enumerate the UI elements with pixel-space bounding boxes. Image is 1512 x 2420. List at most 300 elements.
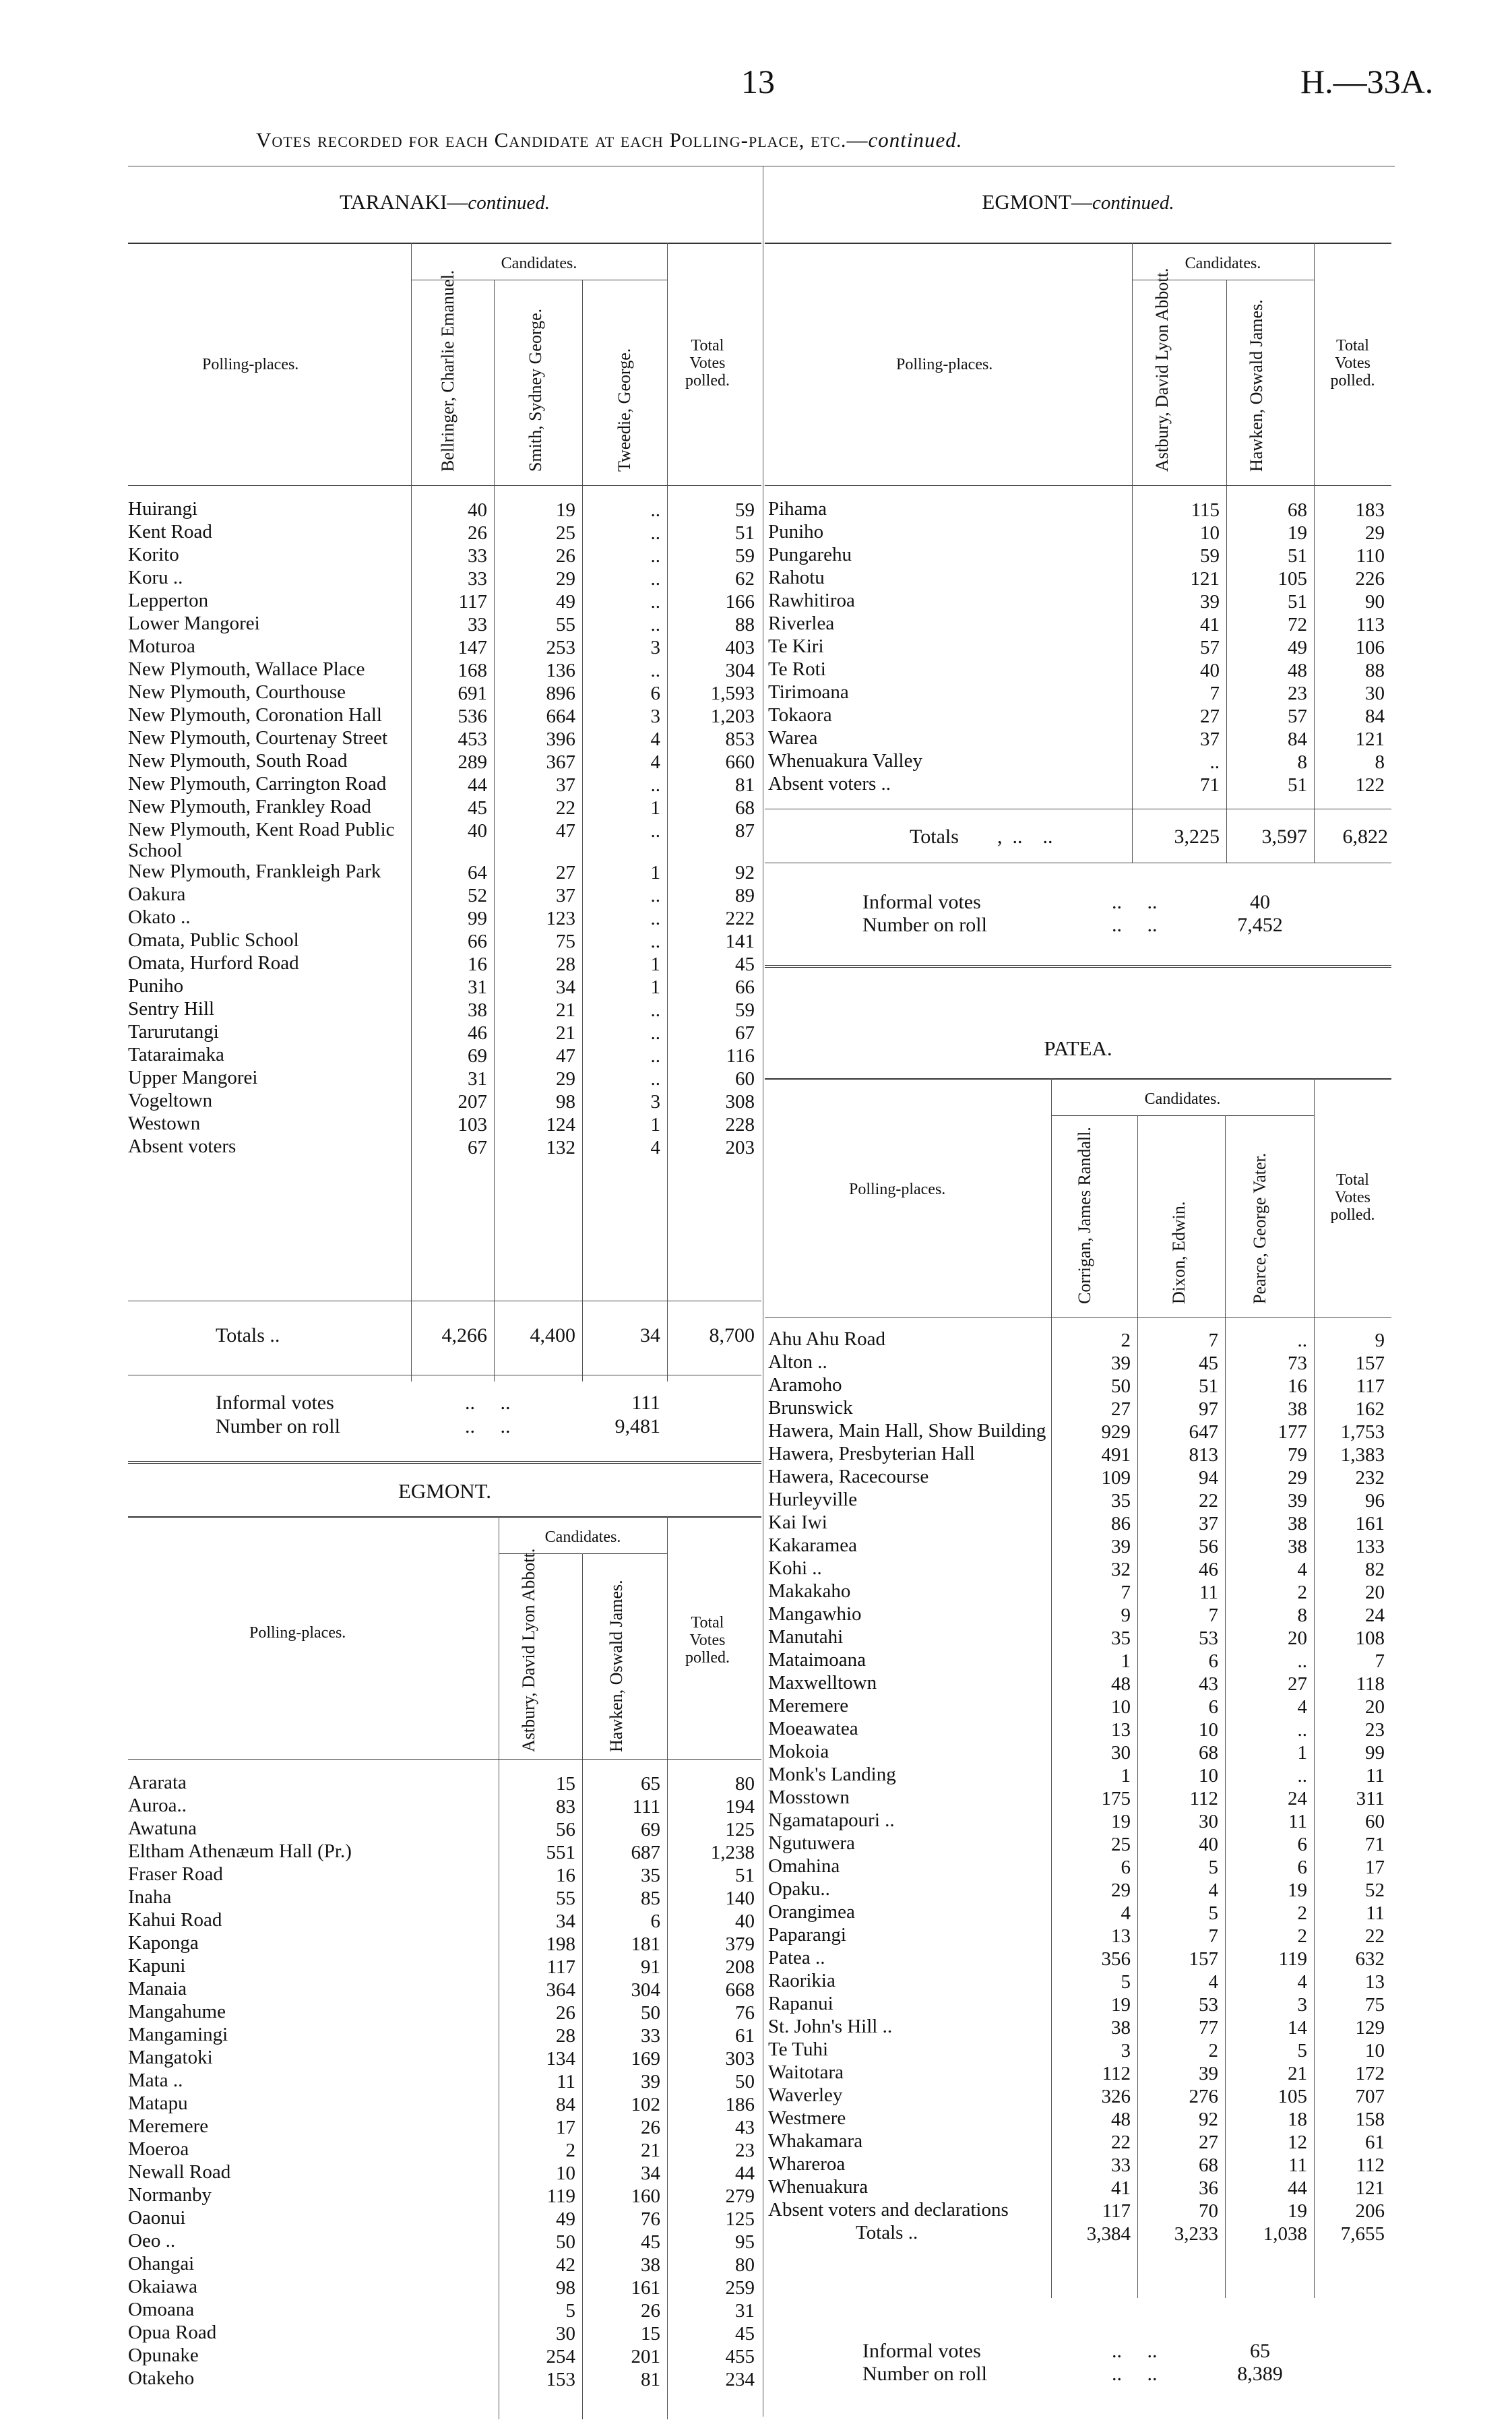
polling-place-name: Lower Mangorei [128, 613, 260, 634]
candidate-votes-cell: 117 [546, 1956, 575, 1978]
candidate-votes-cell: 6 [1297, 1834, 1307, 1855]
total-votes-cell: 52 [1365, 1880, 1385, 1901]
total-votes-cell: 75 [1365, 1994, 1385, 2016]
table-row [128, 545, 761, 567]
candidate-votes-cell: 207 [458, 1091, 487, 1113]
candidate-votes-cell: 35 [641, 1865, 660, 1886]
polling-place-name: Te Kiri [768, 635, 824, 657]
total-votes-cell: 20 [1365, 1696, 1385, 1718]
total-votes-cell: 158 [1355, 2109, 1385, 2130]
candidate-votes-cell: 4 [1208, 1880, 1218, 1901]
candidate-votes-cell: 3 [650, 637, 660, 658]
total-votes-cell: 84 [1365, 706, 1385, 727]
total-votes-cell: 82 [1365, 1559, 1385, 1580]
candidate-votes-cell: 68 [1288, 499, 1307, 521]
polling-place-name: Omata, Hurford Road [128, 952, 299, 974]
candidate-votes-cell: 132 [546, 1137, 575, 1158]
egmont-cont-candidate-1: Astbury, David Lyon Abbott. [1152, 268, 1172, 472]
candidate-votes-cell: 41 [1200, 614, 1220, 635]
candidate-votes-cell: 198 [546, 1933, 575, 1955]
polling-place-name: Kohi .. [768, 1557, 822, 1579]
polling-place-name: Auroa.. [128, 1795, 187, 1816]
candidate-votes-cell: 40 [468, 499, 487, 521]
table-row [128, 1910, 761, 1933]
candidate-votes-cell: .. [650, 660, 660, 681]
candidate-votes-cell: 111 [632, 1796, 660, 1818]
candidate-votes-cell: .. [1297, 1330, 1307, 1351]
totals-cell: 3,233 [1174, 2223, 1218, 2245]
candidate-votes-cell: 65 [641, 1773, 660, 1795]
candidate-votes-cell: 39 [1200, 591, 1220, 613]
candidate-votes-cell: 29 [1288, 1467, 1307, 1489]
polling-place-name: Whareroa [768, 2153, 846, 2175]
table-row [768, 2062, 1391, 2085]
candidate-votes-cell: 326 [1101, 2086, 1131, 2107]
total-votes-cell: 117 [1356, 1375, 1385, 1397]
polling-place-name: Rahotu [768, 567, 825, 588]
candidate-votes-cell: 5 [565, 2300, 575, 2322]
candidate-votes-cell: 26 [468, 522, 487, 544]
polling-place-name: Mataimoana [768, 1649, 866, 1671]
candidate-votes-cell: 289 [458, 751, 487, 773]
candidate-votes-cell: 112 [1102, 2063, 1131, 2084]
candidate-votes-cell: 396 [546, 728, 575, 750]
candidate-votes-cell: 253 [546, 637, 575, 658]
egmont-candidate-2: Hawken, Oswald James. [606, 1580, 626, 1752]
polling-place-name: Eltham Athenæum Hall (Pr.) [128, 1840, 352, 1862]
polling-place-name: Pihama [768, 498, 827, 520]
table-row [128, 907, 761, 930]
patea-candidate-2: Dixon, Edwin. [1169, 1201, 1189, 1304]
candidate-votes-cell: 38 [1288, 1398, 1307, 1420]
total-votes-cell: 113 [1356, 614, 1385, 635]
candidate-votes-cell: 169 [631, 2048, 660, 2070]
candidate-votes-cell: 2 [565, 2140, 575, 2161]
taranaki-candidates-label: Candidates. [501, 255, 577, 272]
candidate-votes-cell: 37 [1200, 728, 1220, 750]
candidate-votes-cell: 21 [556, 999, 575, 1021]
heading-continued: continued. [868, 128, 963, 152]
polling-place-name: Manaia [128, 1978, 187, 1999]
table-row [768, 1421, 1391, 1444]
total-votes-cell: 1,593 [710, 683, 755, 704]
candidate-votes-cell: 16 [468, 954, 487, 975]
candidate-votes-cell: .. [650, 591, 660, 613]
egmont-cont-title-continued: continued. [1092, 192, 1174, 214]
candidate-votes-cell: 6 [1121, 1857, 1131, 1878]
candidate-votes-cell: 105 [1278, 568, 1307, 590]
table-row [128, 567, 761, 590]
candidate-votes-cell: .. [650, 908, 660, 929]
page-number: 13 [741, 63, 775, 100]
polling-place-name: Mangatoki [128, 2047, 213, 2068]
total-votes-cell: 88 [1365, 660, 1385, 681]
patea-candidate-3: Pearce, George Vater. [1250, 1152, 1269, 1304]
candidate-votes-cell: 45 [641, 2231, 660, 2253]
table-row [128, 884, 761, 907]
candidate-votes-cell: 26 [641, 2300, 660, 2322]
egmont-cont-polling-label: Polling-places. [896, 356, 993, 373]
candidate-votes-cell: 84 [1288, 728, 1307, 750]
total-votes-cell: 161 [1355, 1513, 1385, 1534]
total-votes-cell: 29 [1365, 522, 1385, 544]
polling-place-name: New Plymouth, Courtenay Street [128, 727, 388, 749]
patea-informal-dots: .. .. [1112, 2340, 1158, 2362]
candidate-votes-cell: 77 [1199, 2017, 1218, 2039]
candidate-votes-cell: 664 [546, 706, 575, 727]
table-row [768, 728, 1391, 751]
table-row [128, 2185, 761, 2208]
candidate-votes-cell: 56 [556, 1819, 575, 1840]
candidate-votes-cell: 33 [641, 2025, 660, 2047]
table-row [128, 2139, 761, 2162]
candidate-votes-cell: 105 [1278, 2086, 1307, 2107]
candidate-votes-cell: 53 [1199, 1627, 1218, 1649]
candidate-votes-cell: 3 [650, 706, 660, 727]
table-row [768, 1764, 1391, 1787]
table-row [128, 2116, 761, 2139]
table-row [768, 1558, 1391, 1581]
candidate-votes-cell: 51 [1288, 591, 1307, 613]
candidate-votes-cell: 31 [468, 976, 487, 998]
candidate-votes-cell: 83 [556, 1796, 575, 1818]
table-row [128, 1795, 761, 1818]
candidate-votes-cell: 41 [1111, 2177, 1131, 2199]
total-votes-cell: 71 [1365, 1834, 1385, 1855]
total-votes-cell: 7 [1375, 1650, 1385, 1672]
candidate-votes-cell: 453 [458, 728, 487, 750]
polling-place-name: Makakaho [768, 1580, 851, 1602]
table-row [768, 1971, 1391, 1993]
candidate-votes-cell: 39 [1288, 1490, 1307, 1512]
candidate-votes-cell: 25 [556, 522, 575, 544]
polling-place-name: Oaonui [128, 2207, 186, 2229]
polling-place-name: New Plymouth, Kent Road Public School [128, 819, 395, 861]
total-votes-cell: 43 [735, 2117, 755, 2138]
candidate-votes-cell: 6 [1208, 1650, 1218, 1672]
candidate-votes-cell: 39 [641, 2071, 660, 2092]
polling-place-name: Mata .. [128, 2070, 183, 2091]
polling-place-name: Moeroa [128, 2138, 189, 2160]
polling-place-name: New Plymouth, South Road [128, 750, 348, 772]
candidate-votes-cell: 51 [1199, 1375, 1218, 1397]
candidate-votes-cell: 11 [1288, 1811, 1307, 1832]
candidate-votes-cell: .. [650, 820, 660, 842]
candidate-votes-cell: 37 [1199, 1513, 1218, 1534]
candidate-votes-cell: 3 [1121, 2040, 1131, 2061]
total-votes-cell: 44 [735, 2163, 755, 2184]
candidate-votes-cell: 10 [1199, 1765, 1218, 1787]
polling-place-name: Te Tuhi [768, 2039, 829, 2060]
candidate-votes-cell: .. [650, 522, 660, 544]
candidate-votes-cell: 1 [650, 862, 660, 883]
candidate-votes-cell: 33 [468, 614, 487, 635]
candidate-votes-cell: 181 [631, 1933, 660, 1955]
polling-place-name: Hawera, Racecourse [768, 1466, 929, 1487]
candidate-votes-cell: 1 [650, 976, 660, 998]
candidate-votes-cell: 14 [1288, 2017, 1307, 2039]
total-votes-cell: 30 [1365, 683, 1385, 704]
candidate-votes-cell: 10 [556, 2163, 575, 2184]
candidate-votes-cell: 84 [556, 2094, 575, 2115]
candidate-votes-cell: 147 [458, 637, 487, 658]
candidate-votes-cell: 161 [631, 2277, 660, 2299]
total-votes-cell: 60 [1365, 1811, 1385, 1832]
table-row [768, 1925, 1391, 1948]
total-votes-cell: 9 [1375, 1330, 1385, 1351]
table-row [768, 1535, 1391, 1558]
table-row [128, 1022, 761, 1045]
candidate-votes-cell: 109 [1101, 1467, 1131, 1489]
table-row [128, 819, 761, 861]
candidate-votes-cell: 19 [1111, 1994, 1131, 2016]
candidate-votes-cell: 7 [1209, 683, 1220, 704]
polling-place-name: Upper Mangorei [128, 1067, 258, 1088]
candidate-votes-cell: 117 [458, 591, 487, 613]
candidate-votes-cell: 67 [468, 1137, 487, 1158]
taranaki-totals-label: Totals .. [216, 1324, 280, 1346]
polling-place-name: Ngamatapouri .. [768, 1809, 895, 1831]
polling-place-name: Koru .. [128, 567, 183, 588]
table-row [128, 1956, 761, 1979]
table-row [768, 636, 1391, 659]
total-votes-cell: 60 [735, 1068, 755, 1090]
candidate-votes-cell: 26 [556, 2002, 575, 2024]
table-row [768, 2039, 1391, 2062]
table-row [768, 1810, 1391, 1833]
total-votes-cell: 92 [735, 862, 755, 883]
candidate-votes-cell: 27 [556, 862, 575, 883]
total-votes-cell: 61 [1365, 2132, 1385, 2153]
candidate-votes-cell: 367 [546, 751, 575, 773]
totals-label: Totals .. [856, 2222, 918, 2243]
candidate-votes-cell: 71 [1200, 774, 1220, 796]
taranaki-candidate-2: Smith, Sydney George. [526, 308, 545, 472]
table-row [768, 2177, 1391, 2200]
taranaki-total-3: 34 [640, 1324, 660, 1346]
egmont-informal-dots: .. .. [1112, 891, 1158, 913]
candidate-votes-cell: 201 [631, 2346, 660, 2367]
taranaki-table [128, 499, 761, 1159]
candidate-votes-cell: 46 [1199, 1559, 1218, 1580]
candidate-votes-cell: 27 [1288, 1673, 1307, 1695]
table-row [768, 1604, 1391, 1627]
candidate-votes-cell: 6 [650, 683, 660, 704]
candidate-votes-cell: 17 [556, 2117, 575, 2138]
polling-place-name: Otakeho [128, 2367, 195, 2389]
patea-total-label: Total Votes polled. [1330, 1171, 1375, 1224]
total-votes-cell: 1,238 [710, 1842, 755, 1863]
patea-roll-label: Number on roll [862, 2363, 987, 2385]
total-votes-cell: 22 [1365, 1925, 1385, 1947]
candidate-votes-cell: 10 [1111, 1696, 1131, 1718]
candidate-votes-cell: .. [650, 885, 660, 906]
candidate-votes-cell: 43 [1199, 1673, 1218, 1695]
candidate-votes-cell: 22 [1111, 2132, 1131, 2153]
total-votes-cell: 140 [725, 1888, 755, 1909]
polling-place-name: Kaponga [128, 1932, 199, 1954]
total-votes-cell: 108 [1355, 1627, 1385, 1649]
table-row [128, 1887, 761, 1910]
candidate-votes-cell: 16 [1288, 1375, 1307, 1397]
candidate-votes-cell: 10 [1200, 522, 1220, 544]
candidate-votes-cell: .. [650, 1045, 660, 1067]
candidate-votes-cell: 929 [1101, 1421, 1131, 1443]
candidate-votes-cell: 5 [1297, 2040, 1307, 2061]
egmont-roll-label: Number on roll [862, 914, 987, 936]
egmont-cont-title [765, 190, 1391, 214]
taranaki-candidate-3: Tweedie, George. [615, 348, 634, 472]
total-votes-cell: 206 [1355, 2200, 1385, 2222]
egmont-cont-candidates-label: Candidates. [1185, 255, 1261, 272]
table-row [768, 1902, 1391, 1925]
candidate-votes-cell: 4 [650, 751, 660, 773]
total-votes-cell: 45 [735, 2323, 755, 2345]
egmont-total-label: Total Votes polled. [685, 1614, 730, 1667]
polling-place-name: Kai Iwi [768, 1512, 827, 1533]
candidate-votes-cell: 13 [1111, 1925, 1131, 1947]
candidate-votes-cell: 26 [641, 2117, 660, 2138]
candidate-votes-cell: 36 [1199, 2177, 1218, 2199]
table-row [768, 774, 1391, 797]
polling-place-name: Moeawatea [768, 1718, 858, 1739]
candidate-votes-cell: 19 [556, 499, 575, 521]
polling-place-name: Waverley [768, 2084, 843, 2106]
candidate-votes-cell: 51 [1288, 545, 1307, 567]
polling-place-name: New Plymouth, Carrington Road [128, 773, 387, 795]
candidate-votes-cell: 27 [1200, 706, 1220, 727]
table-row [768, 1673, 1391, 1696]
candidate-votes-cell: 491 [1101, 1444, 1131, 1466]
total-votes-cell: 81 [735, 774, 755, 796]
table-row [768, 2085, 1391, 2108]
candidate-votes-cell: 119 [1278, 1948, 1307, 1970]
total-votes-cell: 96 [1365, 1490, 1385, 1512]
egmont-total-1: 3,225 [1174, 826, 1220, 848]
polling-place-name: Inaha [128, 1886, 172, 1908]
candidate-votes-cell: 53 [1199, 1994, 1218, 2016]
table-row [128, 751, 761, 774]
candidate-votes-cell: 81 [641, 2369, 660, 2390]
candidate-votes-cell: 25 [1111, 1834, 1131, 1855]
table-row [128, 613, 761, 636]
polling-place-name: Rapanui [768, 1993, 833, 2014]
candidate-votes-cell: .. [1297, 1650, 1307, 1672]
candidate-votes-cell: 57 [1288, 706, 1307, 727]
polling-place-name: Manutahi [768, 1626, 844, 1648]
polling-place-name: Omahina [768, 1855, 840, 1877]
table-row [128, 659, 761, 682]
table-row [768, 1352, 1391, 1375]
egmont-totals-label: Totals [910, 826, 959, 848]
candidate-votes-cell: 19 [1288, 522, 1307, 544]
polling-place-name: Westown [128, 1113, 201, 1134]
candidate-votes-cell: 4 [1297, 1971, 1307, 1993]
candidate-votes-cell: 8 [1297, 751, 1307, 773]
candidate-votes-cell: 1 [1121, 1765, 1131, 1787]
table-row [128, 1772, 761, 1795]
candidate-votes-cell: 39 [1111, 1536, 1131, 1557]
candidate-votes-cell: 16 [556, 1865, 575, 1886]
total-votes-cell: 87 [735, 820, 755, 842]
candidate-votes-cell: 304 [631, 1979, 660, 2001]
patea-informal-value: 65 [1250, 2340, 1270, 2362]
candidate-votes-cell: 33 [468, 568, 487, 590]
heading-text: Votes recorded for each Candidate at each Polling-place, etc.— [256, 128, 869, 152]
table-row [128, 2162, 761, 2185]
candidate-votes-cell: 76 [641, 2208, 660, 2230]
candidate-votes-cell: 813 [1189, 1444, 1218, 1466]
candidate-votes-cell: 134 [546, 2048, 575, 2070]
total-votes-cell: 31 [735, 2300, 755, 2322]
total-votes-cell: 23 [735, 2140, 755, 2161]
polling-place-name: Fraser Road [128, 1863, 223, 1885]
total-votes-cell: 61 [735, 2025, 755, 2047]
polling-place-name: Warea [768, 727, 818, 749]
candidate-votes-cell: 52 [468, 885, 487, 906]
polling-place-name: Maxwelltown [768, 1672, 877, 1694]
total-votes-cell: 99 [1365, 1742, 1385, 1764]
polling-place-name: Okaiawa [128, 2276, 198, 2297]
candidate-votes-cell: 66 [468, 931, 487, 952]
polling-place-name: Whakamara [768, 2130, 863, 2152]
candidate-votes-cell: 1 [1297, 1742, 1307, 1764]
table-row [128, 2345, 761, 2368]
table-row [768, 590, 1391, 613]
candidate-votes-cell: 50 [1111, 1375, 1131, 1397]
total-votes-cell: 311 [1356, 1788, 1385, 1809]
total-votes-cell: 122 [1355, 774, 1385, 796]
candidate-votes-cell: 91 [641, 1956, 660, 1978]
candidate-votes-cell: 18 [1288, 2109, 1307, 2130]
candidate-votes-cell: 276 [1189, 2086, 1218, 2107]
total-votes-cell: 632 [1355, 1948, 1385, 1970]
candidate-votes-cell: 40 [1200, 660, 1220, 681]
candidate-votes-cell: 37 [556, 774, 575, 796]
candidate-votes-cell: 68 [1199, 1742, 1218, 1764]
table-row [768, 1489, 1391, 1512]
table-row [128, 2368, 761, 2391]
total-votes-cell: 203 [725, 1137, 755, 1158]
candidate-votes-cell: 536 [458, 706, 487, 727]
total-votes-cell: 59 [735, 999, 755, 1021]
candidate-votes-cell: 39 [1199, 2063, 1218, 2084]
patea-candidate-1: Corrigan, James Randall. [1075, 1127, 1094, 1304]
candidate-votes-cell: 32 [1111, 1559, 1131, 1580]
total-votes-cell: 232 [1355, 1467, 1385, 1489]
table-row [128, 590, 761, 613]
taranaki-informal-value: 111 [631, 1392, 660, 1414]
candidate-votes-cell: 20 [1288, 1627, 1307, 1649]
egmont-table-part2 [768, 499, 1391, 797]
table-row [768, 499, 1391, 522]
taranaki-roll-dots: .. .. [465, 1415, 511, 1437]
table-row [768, 1650, 1391, 1673]
candidate-votes-cell: 9 [1121, 1605, 1131, 1626]
total-votes-cell: 80 [735, 1773, 755, 1795]
total-votes-cell: 11 [1366, 1765, 1385, 1787]
candidate-votes-cell: 21 [556, 1022, 575, 1044]
polling-place-name: Ohangai [128, 2253, 195, 2274]
polling-place-name: Omata, Public School [128, 929, 299, 951]
table-row [768, 1375, 1391, 1398]
candidate-votes-cell: 11 [557, 2071, 575, 2092]
candidate-votes-cell: 364 [546, 1979, 575, 2001]
candidate-votes-cell: 27 [1111, 1398, 1131, 1420]
table-row [768, 1581, 1391, 1604]
total-votes-cell: 51 [735, 522, 755, 544]
candidate-votes-cell: 6 [650, 1911, 660, 1932]
